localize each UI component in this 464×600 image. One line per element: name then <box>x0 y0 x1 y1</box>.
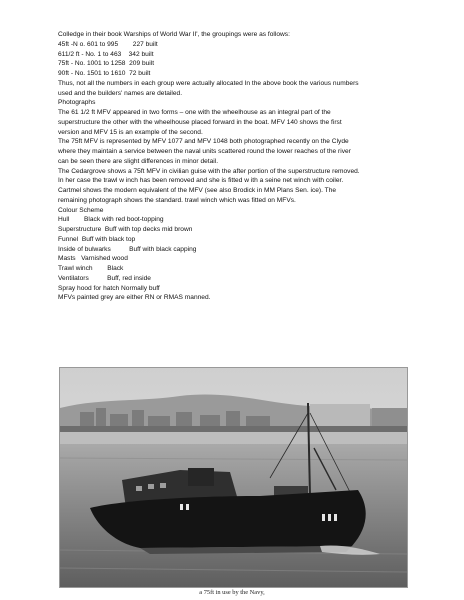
section-heading: Photographs <box>58 99 96 107</box>
text-line: Ventilators Buff, red inside <box>58 274 151 282</box>
text-line: The Cedargrove shows a 75ft MFV in civilian guise with the after portion of the superstructure removed. <box>58 167 360 175</box>
text-line: Thus, not all the numbers in each group were actually allocated In the above book the various numbers <box>58 79 359 87</box>
text-line: remaining photograph shows the standard. trawl winch which was fitted on MFVs. <box>58 196 296 204</box>
text-line: superstructure the other with the wheelhouse placed forward in the boat. MFV 140 shows the first <box>58 118 342 126</box>
text-line: version and MFV 15 is an example of the second. <box>58 128 203 136</box>
text-line: Superstructure Buff with top decks mid brown <box>58 226 193 233</box>
text-line: The 75ft MFV is represented by MFV 1077 and MFV 1048 both photographed recently on the Clyde <box>58 138 349 146</box>
text-line: Inside of bulwarks Buff with black capping <box>58 245 197 253</box>
boat-photograph <box>59 367 408 588</box>
text-line: Colledge in their book Warships of World War II', the groupings were as follows: <box>58 31 290 38</box>
text-line: can be seen there are slight differences in minor detail. <box>58 157 219 165</box>
text-line: The 61 1/2 ft MFV appeared in two forms – one with the wheelhouse as an integral part of the <box>58 109 331 116</box>
photo-caption: a 75ft in use by the Navy, <box>199 589 265 596</box>
boat-photo-illustration <box>60 368 407 587</box>
text-line: 611/2 ft - No. 1 to 463 342 built <box>58 50 154 58</box>
text-line: Cartmel shows the modern equivalent of the MFV (see also Brodick in MM Plans Sen. ice). The <box>58 187 337 194</box>
text-line: Spray hood for hatch Normally buff <box>58 284 160 292</box>
section-heading: Colour Scheme <box>58 206 104 214</box>
text-line: used and the builders' names are detailed. <box>58 89 183 97</box>
text-line: 45ft -N o. 601 to 995 227 built <box>58 40 158 48</box>
text-line: Masts Varnished wood <box>58 255 128 263</box>
text-line: where they maintain a service between the naval units scattered round the lower reaches of the river <box>58 148 351 155</box>
text-line: Trawl winch Black <box>58 265 124 272</box>
text-line: 90ft - No. 1501 to 1610 72 built <box>58 70 151 77</box>
text-line: MFVs painted grey are either RN or RMAS manned. <box>58 294 211 302</box>
article-text <box>58 30 410 303</box>
text-line: Funnel Buff with black top <box>58 235 136 243</box>
text-line: 75ft - No. 1001 to 1258 209 built <box>58 60 155 68</box>
text-line: Hull Black with red boot-topping <box>58 216 164 224</box>
text-line: In her case the trawl w inch has been removed and she is fitted w ith a seine net winch with coiler. <box>58 177 344 185</box>
